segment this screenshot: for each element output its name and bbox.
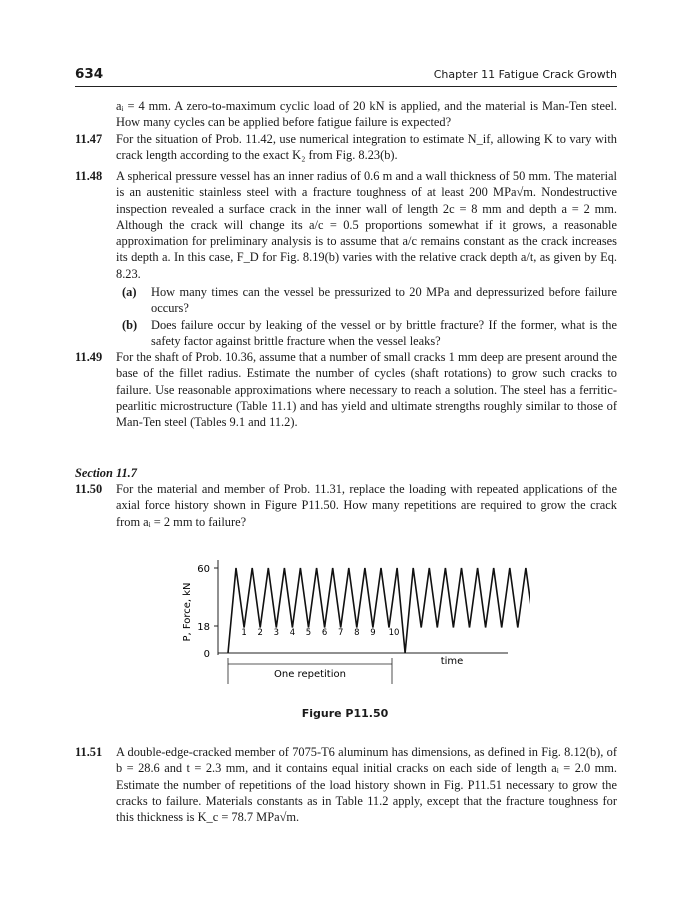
cycle-label: 2 — [257, 628, 263, 638]
problem-text: A double-edge-cracked member of 7075-T6 aluminum has dimensions, as defined in Fig. 8.12(b), of b = 28.6 and t = 2.3 mm, and it contains equal initial cracks on each side of length aᵢ = 2.0 mm. Estimate the number of repetitions of the load history shown in Fig. P11.51 necessary to grow the cracks to failure. Materials constants as in Table 11.2 apply, except that the fracture toughness for this thickness is K_c = 78.7 MPa√m. — [116, 745, 617, 825]
problem-number: 11.47 — [75, 132, 103, 146]
cycle-label: 1 — [241, 628, 247, 638]
header-rule — [75, 86, 617, 87]
tick-label-60: 60 — [197, 564, 210, 575]
subpart-text: How many times can the vessel be pressurized to 20 MPa and depressurized before failure occurs? — [151, 285, 617, 316]
figure-p11-50 — [170, 550, 530, 690]
subpart-text: Does failure occur by leaking of the vessel or by brittle fracture? If the former, what is the safety factor against brittle fracture when the vessel leaks? — [151, 318, 617, 349]
problem-11-48 — [75, 168, 617, 282]
problem-11-51 — [75, 744, 617, 825]
force-history-line — [228, 568, 530, 653]
running-header — [75, 66, 617, 86]
subpart-label: (b) — [122, 318, 138, 332]
chapter-title: Chapter 11 Fatigue Crack Growth — [433, 68, 617, 81]
cycle-label: 3 — [273, 628, 280, 638]
cycle-label: 9 — [370, 628, 376, 638]
y-axis-label: P, Force, kN — [182, 582, 193, 642]
problem-text: For the material and member of Prob. 11.31, replace the loading with repeated applications of the axial force history shown in Figure P11.50. How many repetitions are required to grow the crack from aᵢ = 2 mm to failure? — [116, 482, 617, 529]
problem-number: 11.51 — [75, 745, 103, 759]
figure-caption: Figure P11.50 — [301, 707, 389, 720]
problem-text: For the situation of Prob. 11.42, use numerical integration to estimate N_if, allowing K to vary with crack length according to the exact K₂ from Fig. 8.23(b). — [116, 132, 617, 163]
problem-text: aᵢ = 4 mm. A zero-to-maximum cyclic load of 20 kN is applied, and the material is Man-Ten steel. How many cycles can be applied before fatigue failure is expected? — [116, 99, 617, 130]
subpart-label: (a) — [122, 285, 137, 299]
cycle-label: 10 — [388, 628, 400, 638]
cycle-labels — [241, 628, 399, 638]
page-number: 634 — [75, 66, 104, 82]
cycle-label: 4 — [289, 628, 296, 638]
problem-text: A spherical pressure vessel has an inner radius of 0.6 m and a wall thickness of 50 mm. The material is an austenitic stainless steel with a fracture toughness of at least 200 MPa√m. Nondestructive inspection revealed a surface crack in the inner wall of length 2c = 8 mm and depth a = 2 mm. Although the crack will change its a/c = 0.5 proportions somewhat if it grows, a reasonable approximation for preliminary analysis is to assume that a/c remains constant as the crack increases its depth a. In this case, F_D for Fig. 8.19(b) varies with the relative crack depth a/t, as given by Eq. 8.23. — [116, 169, 617, 281]
section-heading: Section 11.7 — [75, 466, 137, 480]
problem-number: 11.48 — [75, 169, 103, 183]
problem-text: For the shaft of Prob. 10.36, assume that a number of small cracks 1 mm deep are present around the base of the fillet radius. Estimate the number of cycles (shaft rotations) to grow such cracks to failure. Use reasonable approximations where necessary to reach a solution. The steel has a ferritic-pearlitic microstructure (Table 11.1) and has yield and ultimate strengths roughly similar to those of Man-Ten steel (Tables 9.1 and 11.2). — [116, 350, 617, 430]
cycle-label: 5 — [305, 628, 312, 638]
problem-number: 11.50 — [75, 482, 103, 496]
cycle-label: 7 — [337, 628, 344, 638]
subpart-b — [122, 317, 617, 350]
subpart-a — [122, 284, 617, 317]
tick-label-18: 18 — [197, 622, 210, 633]
bracket-label: One repetition — [274, 669, 346, 680]
cycle-label: 6 — [321, 628, 328, 638]
cycle-label: 8 — [354, 628, 360, 638]
problem-continuation — [75, 98, 617, 131]
problem-11-50 — [75, 481, 617, 530]
tick-label-0: 0 — [203, 649, 210, 660]
x-axis-label: time — [440, 656, 464, 667]
problem-number: 11.49 — [75, 350, 103, 364]
problem-11-49 — [75, 349, 617, 430]
problem-11-47 — [75, 131, 617, 164]
